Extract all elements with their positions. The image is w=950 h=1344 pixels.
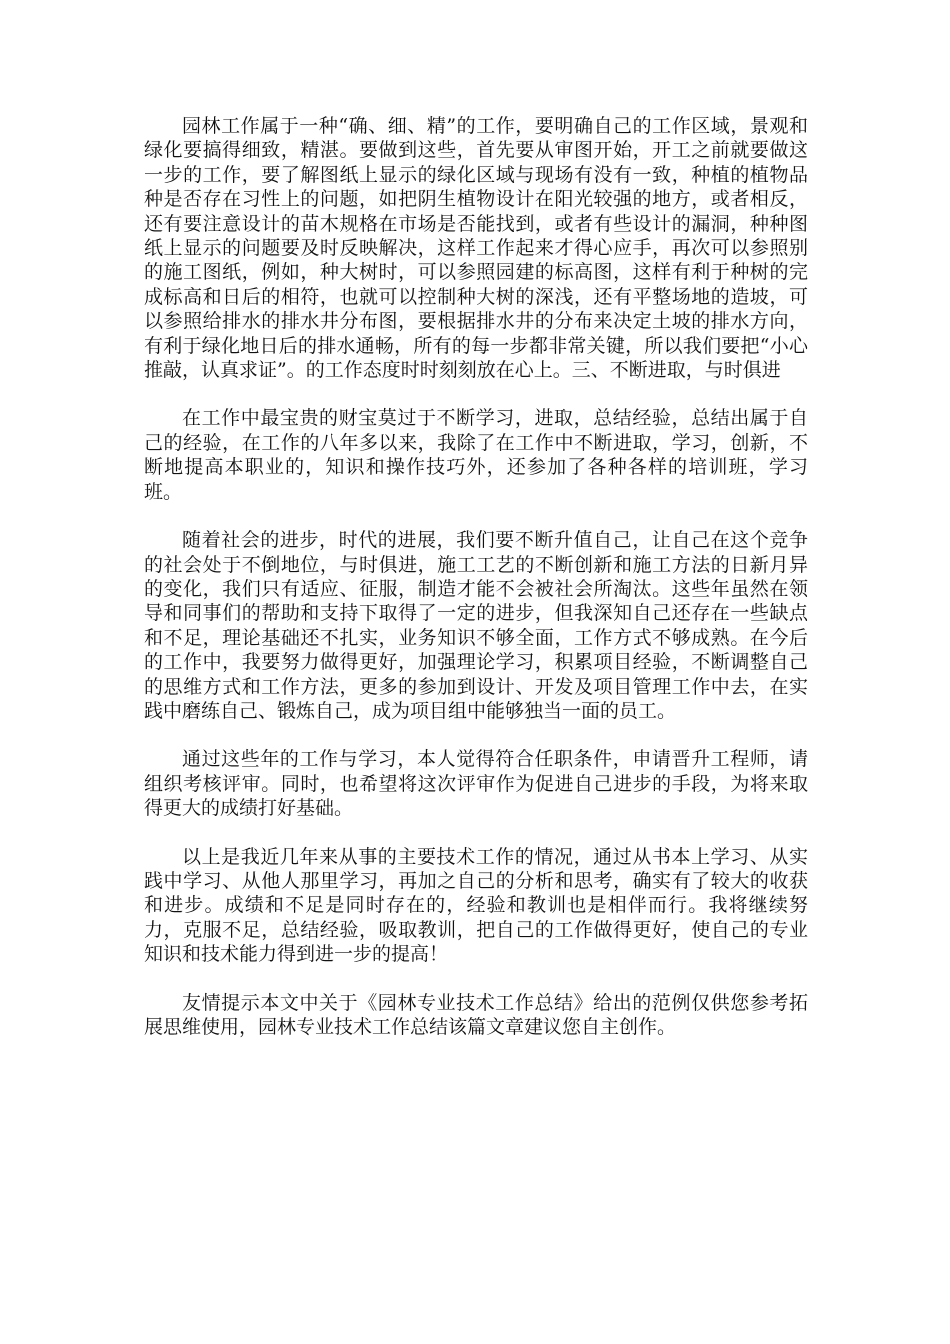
document-body (144, 114, 808, 1063)
paragraph-continuous-learning: 在工作中最宝贵的财宝莫过于不断学习，进取，总结经验，总结出属于自己的经验，在工作的八年多以来，我除了在工作中不断进取，学习，创新，不断地提高本职业的，知识和操作技巧外，还参加了各种各样的培训班，学习班。 (144, 407, 808, 503)
paragraph-self-improvement: 随着社会的进步，时代的进展，我们要不断升值自己，让自己在这个竞争的社会处于不倒地位，与时俱进，施工工艺的不断创新和施工方法的日新月异的变化，我们只有适应、征服，制造才能不会被社会所淘汰。这些年虽然在领导和同事们的帮助和支持下取得了一定的进步，但我深知自己还存在一些缺点和不足，理论基础还不扎实，业务知识不够全面，工作方式不够成熟。在今后的工作中，我要努力做得更好，加强理论学习，积累项目经验，不断调整自己的思维方式和工作方法，更多的参加到设计、开发及项目管理工作中去，在实践中磨练自己、锻炼自己，成为项目组中能够独当一面的员工。 (144, 529, 808, 722)
paragraph-promotion-application: 通过这些年的工作与学习，本人觉得符合任职条件，申请晋升工程师，请组织考核评审。同时，也希望将这次评审作为促进自己进步的手段，为将来取得更大的成绩打好基础。 (144, 748, 808, 820)
paragraph-summary: 以上是我近几年来从事的主要技术工作的情况，通过从书本上学习、从实践中学习、从他人那里学习，再加之自己的分析和思考，确实有了较大的收获和进步。成绩和不足是同时存在的，经验和教训也是相伴而行。我将继续努力，克服不足，总结经验，吸取教训，把自己的工作做得更好，使自己的专业知识和技术能力得到进一步的提高！ (144, 845, 808, 966)
paragraph-friendly-reminder: 友情提示本文中关于《园林专业技术工作总结》给出的范例仅供您参考拓展思维使用，园林专业技术工作总结该篇文章建议您自主创作。 (144, 991, 808, 1038)
paragraph-drawing-review: 园林工作属于一种“确、细、精”的工作，要明确自己的工作区域，景观和绿化要搞得细致，精湛。要做到这些，首先要从审图开始，开工之前就要做这一步的工作，要了解图纸上显示的绿化区域与现场有没有一致，种植的植物品种是否存在习性上的问题，如把阴生植物设计在阳光较强的地方，或者相反，还有要注意设计的苗木规格在市场是否能找到，或者有些设计的漏洞，种种图纸上显示的问题要及时反映解决，这样工作起来才得心应手，再次可以参照别的施工图纸，例如，种大树时，可以参照园建的标高图，这样有利于种树的完成标高和日后的相符，也就可以控制种大树的深浅，还有平整场地的造坡，可以参照给排水的排水井分布图，要根据排水井的分布来决定土坡的排水方向，有利于绿化地日后的排水通畅，所有的每一步都非常关键，所以我们要把“小心推敲，认真求证”。的工作态度时时刻刻放在心上。三、不断进取，与时俱进 (144, 115, 808, 382)
